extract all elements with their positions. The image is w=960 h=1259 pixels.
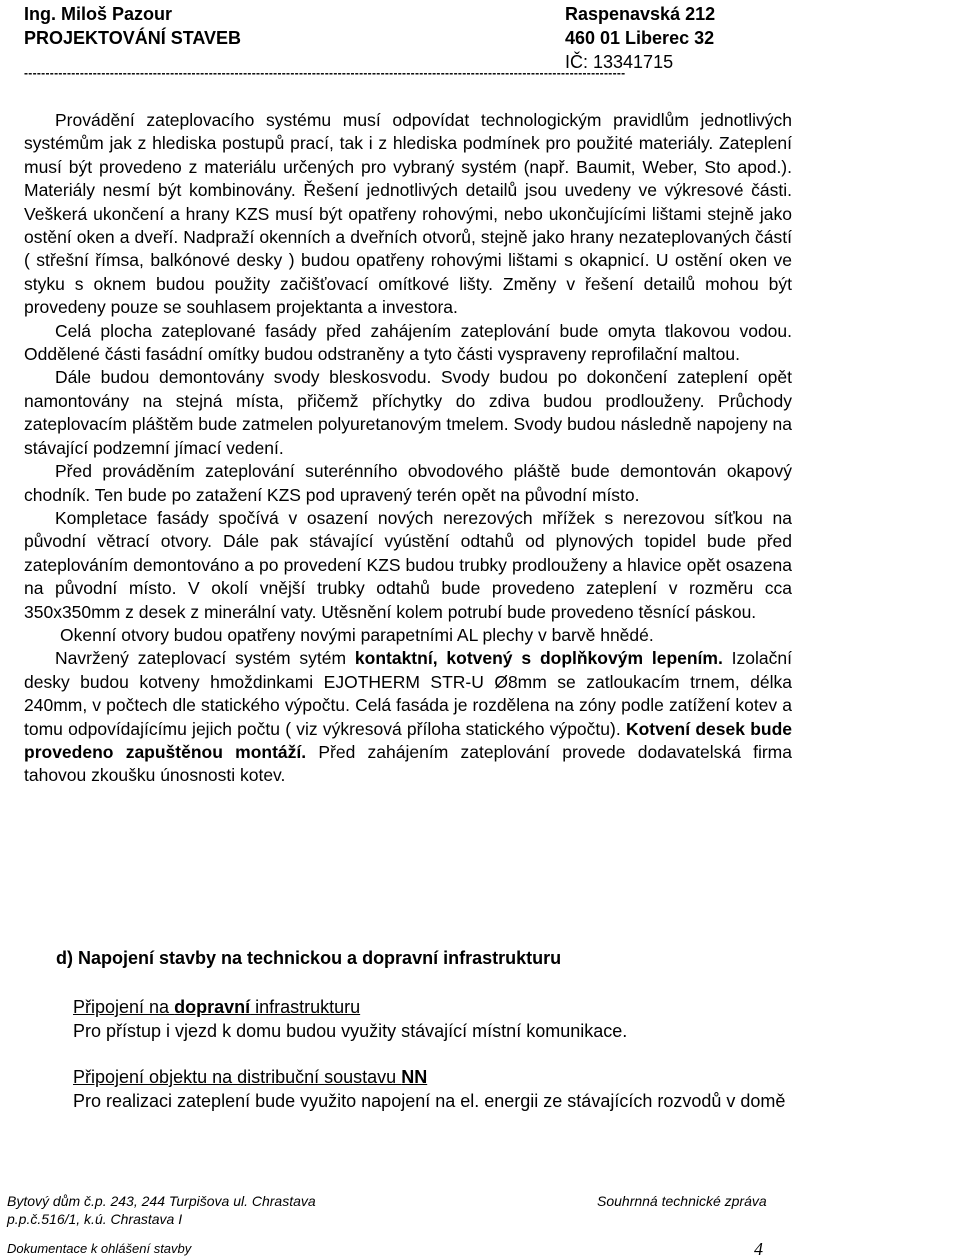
paragraph-window-sills: Okenní otvory budou opatřeny novými parapetními AL plechy v barvě hnědé. (60, 624, 654, 645)
footer-document: Dokumentace k ohlášení stavby (7, 1241, 192, 1256)
system-type: kontaktní, kotvený s doplňkovým lepením. (354, 648, 723, 669)
footer-report-type: Souhrnná technické zpráva (597, 1193, 767, 1209)
footer-building-line1: Bytový dům č.p. 243, 244 Turpišova ul. Chrastava (7, 1193, 316, 1209)
page-number: 4 (754, 1239, 763, 1259)
paragraph-facade-cleaning: Celá plocha zateplované fasády před zahájením zateplování bude omyta tlakovou vodou. Oddělené části fasádní omítky budou odstraněny a tyto části vyspraveny reprofilační maltou. (24, 320, 792, 365)
subsection-electricity-heading: Připojení objektu na distribuční soustavu NN (73, 1067, 428, 1087)
header-company (24, 2, 241, 50)
paragraph-insulation-rules: Provádění zateplovacího systému musí odpovídat technologickým pravidlům jednotlivých systémům jak z hlediska postupů prací, tak i z hlediska podmínek pro použité materiály. Zateplení musí být provedeno z materiálu určených pro vybraný systém (např. Baumit, Weber, Sto apod.). Materiály nesmí být kombinovány. Řešení jednotlivých detailů jsou uvedeny ve výkresové části. Veškerá ukončení a hrany KZS musí být opatřeny rohovými, nebo ukončujícími lištami stejně jako ostění oken a dveří. Nadpraží okenních a dveřních otvorů, stejně jako hrany nezateplovaných částí ( střešní římsa, balkónové desky ) budou opatřeny rohovými lištami s okapnicí. U ostění oken ve styku s oknem budou použity začišťovací omítkové lišty. Změny v řešení detailů mohou být provedeny pouze se souhlasem projektanta a investora. (24, 110, 792, 318)
subsection-electricity-text: Pro realizaci zateplení bude využito napojení na el. energii ze stávajících rozvodů v domě (73, 1090, 786, 1111)
paragraph-insulation-system (24, 647, 792, 787)
paragraph-basement: Před prováděním zateplování suterénního obvodového pláště bude demontován okapový chodník. Ten bude po zatažení KZS pod upravený terén opět na původní místo. (24, 461, 792, 505)
company-ico: IČ: 13341715 (565, 52, 674, 72)
header-address (565, 2, 715, 74)
pull-test: Před zahájením zateplování provede dodavatelská firma tahovou zkoušku únosnosti kotev. (24, 741, 792, 786)
footer-building (7, 1192, 316, 1228)
company-profession: PROJEKTOVÁNÍ STAVEB (24, 28, 242, 48)
header-dashed-rule: -------------------------------------------------------------------------------------------------------------------------------------------- (24, 66, 626, 80)
system-anchoring: Izolační desky budou kotveny hmoždinkami EJOTHERM STR-U Ø8mm se zatloukacím trnem, délka 240mm, v počtech dle statického výpočtu. Celá fasáda je rozdělena na zóny podle zatížení kotev a tomu odpovídajícímu jejich počtu ( viz výkresová příloha statického výpočtu). (24, 648, 792, 739)
paragraph-lightning-conductor: Dále budou demontovány svody bleskosvodu. Svody budou po dokončení zateplení opět namontovány na stejná místa, přičemž příchytky do zdiva budou prodlouženy. Průchody zateplovacím pláštěm bude zatmelen polyuretanovým tmelem. Svody budou následně napojeny na stávající podzemní jímací vedení. (24, 367, 792, 458)
footer-building-line2: p.p.č.516/1, k.ú. Chrastava I (7, 1211, 183, 1227)
system-intro: Navržený zateplovací systém sytém (55, 648, 355, 669)
subsection-transport (73, 996, 795, 1043)
company-name: Ing. Miloš Pazour (24, 4, 173, 24)
paragraph-facade-completion: Kompletace fasády spočívá v osazení nových nerezových mřížek s nerezovou síťkou na původní větrací otvory. Dále pak stávající vyústění odtahů od plynových topidel bude před zateplováním demontováno a po provedení KZS budou trubky prodlouženy a hlavice opět osazena na původní místo. V okolí vnější trubky odtahů bude provedeno zateplení v rozměru cca 350x350mm z desek z minerální vaty. Utěsnění kolem potrubí bude provedeno těsnící páskou. (24, 507, 792, 622)
subsection-transport-text: Pro přístup i vjezd k domu budou využity stávající místní komunikace. (73, 1020, 628, 1041)
subsection-transport-heading: Připojení na dopravní infrastrukturu (73, 997, 361, 1017)
anchoring-method: Kotvení desek bude provedeno zapuštěnou montáží. (24, 718, 793, 762)
address-street: Raspenavská 212 (565, 4, 716, 24)
subsection-electricity (73, 1066, 795, 1113)
section-heading: d) Napojení stavby na technickou a dopravní infrastrukturu (56, 948, 562, 968)
address-city: 460 01 Liberec 32 (565, 28, 715, 48)
report-body (24, 109, 792, 788)
